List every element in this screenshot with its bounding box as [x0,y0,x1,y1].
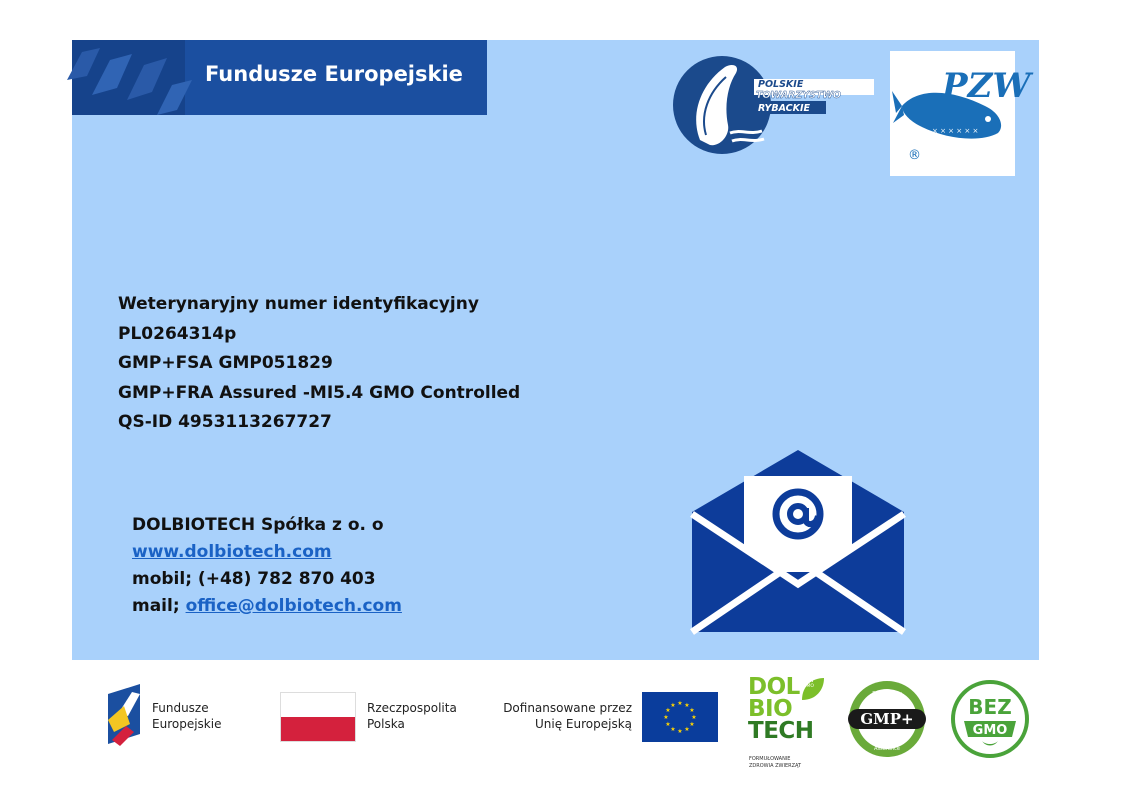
ptr-logo [670,55,875,155]
envelope-at-icon [692,450,904,632]
email-link[interactable]: office@dolbiotech.com [185,596,402,616]
svg-text:★: ★ [670,702,676,709]
svg-text:Assurance: Assurance [874,746,900,752]
fe-footer-label: Fundusze Europejskie [152,701,222,731]
fe-flag-icon [106,684,144,748]
svg-text:★: ★ [677,700,683,707]
svg-text:GMP+: GMP+ [860,710,914,728]
info-line: QS-ID 4953113267727 [118,412,332,432]
eu-footer-label: Dofinansowane przez Unię Europejską [503,701,632,731]
svg-text:★: ★ [691,714,697,721]
svg-text:★: ★ [689,707,695,714]
svg-text:★: ★ [677,728,683,735]
svg-text:®: ® [908,148,921,163]
pzw-logo [890,51,1031,176]
phone-number: mobil; (+48) 782 870 403 [132,569,376,589]
svg-text:★: ★ [684,702,690,709]
svg-text:BEZ: BEZ [968,695,1012,719]
gmp-plus-badge [847,679,927,759]
dolbiotech-logo: DOL BIO TECH NON GMO FORMUŁOWANIE ZDROWIA ZWIERZĄT [748,676,828,772]
svg-text:GMO: GMO [972,723,1008,738]
info-line: GMP+FSA GMP051829 [118,353,333,373]
svg-text:★: ★ [670,726,676,733]
fundusze-europejskie-title: Fundusze Europejskie [205,62,463,86]
info-line: Weterynaryjny numer identyfikacyjny [118,294,479,314]
info-line: GMP+FRA Assured -MI5.4 GMO Controlled [118,382,521,403]
eu-flag-icon [642,692,718,742]
mail-prefix: mail; [132,596,186,616]
svg-text:★: ★ [689,721,695,728]
fish-pzw-icon [890,51,1031,176]
fundusze-europejskie-banner [72,40,487,115]
svg-text:× × × × × ×: × × × × × × [932,127,979,135]
svg-text:★: ★ [663,714,669,721]
svg-text:TOWARZYSTWO: TOWARZYSTWO [756,90,842,101]
rp-footer-label: Rzeczpospolita Polska [367,701,457,731]
svg-text:POLSKIE: POLSKIE [758,79,804,90]
website-link[interactable]: www.dolbiotech.com [132,542,332,562]
svg-text:★: ★ [665,707,671,714]
bez-gmo-badge [950,679,1030,759]
certification-info [118,290,520,438]
company-name: DOLBIOTECH Spółka z o. o [132,515,384,535]
eu-stars-graphic [72,40,185,115]
svg-text:★: ★ [684,726,690,733]
svg-text:PZW: PZW [942,66,1031,106]
svg-text:Feed Safety: Feed Safety [872,691,902,697]
contact-block [132,512,402,620]
polish-flag-icon [280,692,356,742]
info-line: PL0264314p [118,323,237,344]
svg-text:★: ★ [665,721,671,728]
svg-text:RYBACKIE: RYBACKIE [758,103,810,114]
